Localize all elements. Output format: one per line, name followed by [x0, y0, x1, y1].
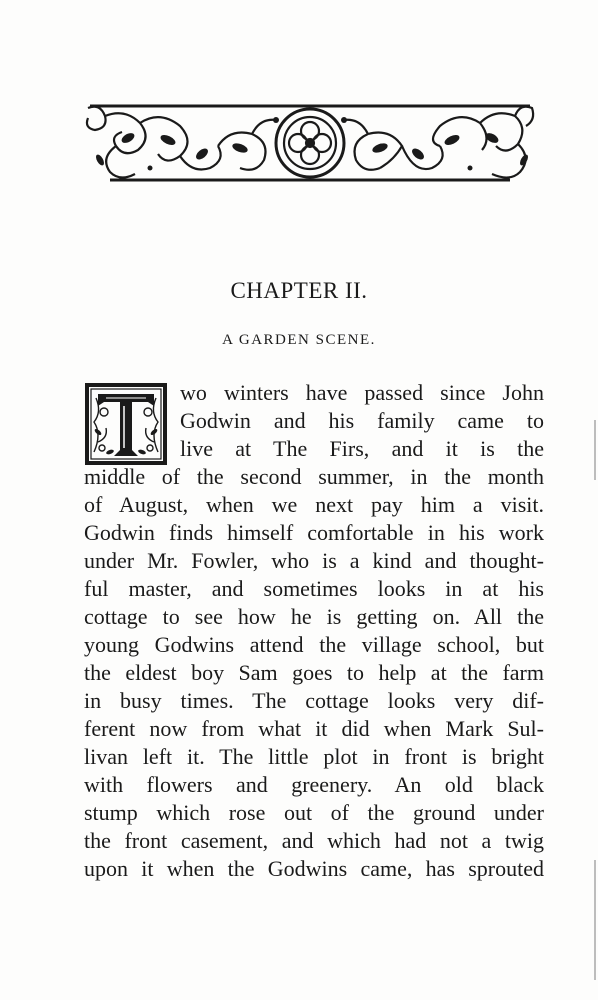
body-line: live at The Firs, and it is the	[180, 436, 544, 461]
chapter-title: CHAPTER II.	[230, 278, 368, 303]
ornamental-headpiece-icon	[80, 98, 540, 188]
body-line: Godwin finds himself comfortable in his work	[84, 520, 544, 545]
body-line: in busy times. The cottage looks very dif-	[84, 688, 544, 713]
section-title: A GARDEN SCENE.	[222, 332, 376, 348]
body-line: the front casement, and which had not a twig	[84, 828, 544, 853]
body-line: stump which rose out of the ground under	[84, 800, 544, 825]
body-line: cottage to see how he is getting on. All the	[84, 604, 544, 629]
body-line: upon it when the Godwins came, has sprouted	[84, 856, 544, 881]
body-line: ferent now from what it did when Mark Sul-	[84, 716, 544, 741]
body-line: Godwin and his family came to	[180, 408, 544, 433]
scan-edge-mark	[594, 860, 596, 980]
scan-edge-mark	[594, 420, 596, 480]
body-line: middle of the second summer, in the month	[84, 464, 544, 489]
body-line: young Godwins attend the village school, but	[84, 632, 544, 657]
body-line: wo winters have passed since John	[180, 380, 544, 405]
decorated-initial-icon	[84, 382, 168, 466]
body-line: under Mr. Fowler, who is a kind and thought-	[84, 548, 544, 573]
body-line: of August, when we next pay him a visit.	[84, 492, 544, 517]
body-line: the eldest boy Sam goes to help at the farm	[84, 660, 544, 685]
body-line: livan left it. The little plot in front is bright	[84, 744, 544, 769]
body-line: ful master, and sometimes looks in at his	[84, 576, 544, 601]
body-line: with flowers and greenery. An old black	[84, 772, 544, 797]
